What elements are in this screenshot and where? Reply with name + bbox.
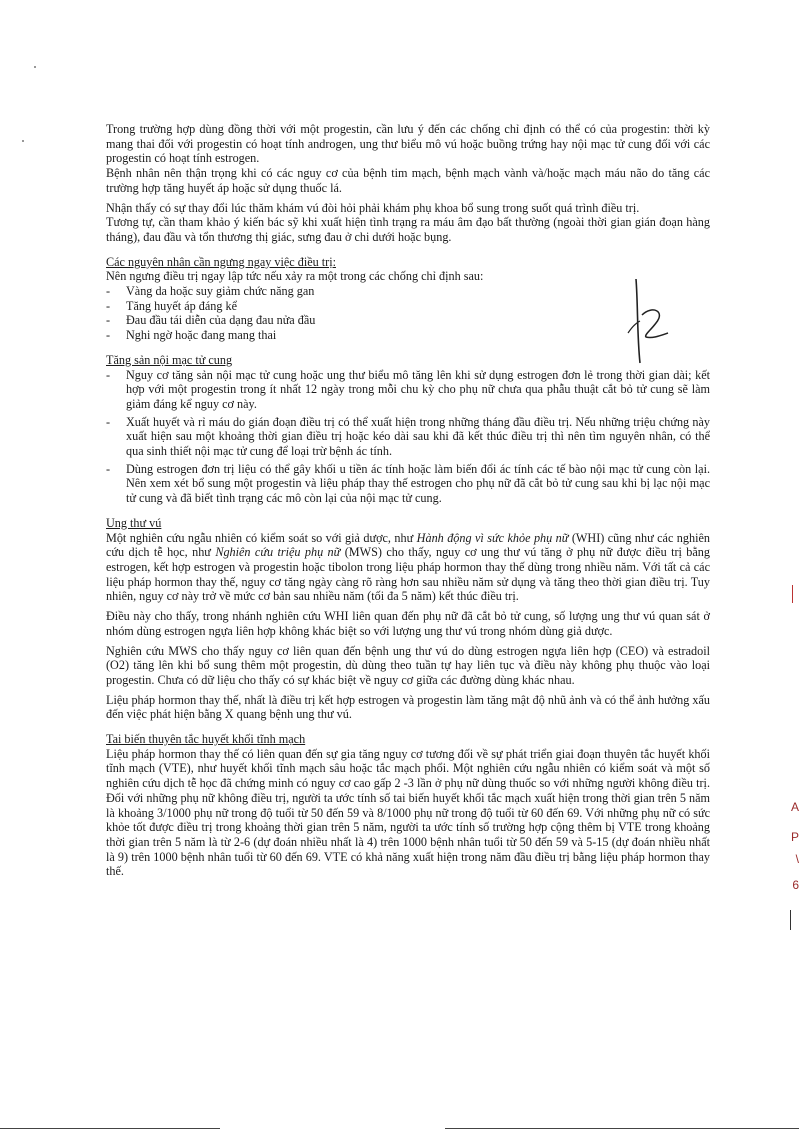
edge-stamp-letter: A (790, 800, 799, 814)
list-item: - Nghi ngờ hoặc đang mang thai (106, 328, 277, 343)
heading-stop-treatment: Các nguyên nhân cần ngưng ngay việc điều trị: (106, 254, 336, 269)
document-body (106, 122, 710, 879)
edge-stamp-line (792, 585, 793, 603)
paragraph-cancer-studies: Một nghiên cứu ngẫu nhiên có kiểm soát so với giả dược, như Hành động vì sức khỏe phụ nữ (WHI) cũng như các nghiên cứu dịch tễ học, như Nghiên cứu triệu phụ nữ (MWS) cho thấy, nguy cơ ung thư vú tăng ở phụ nữ được điều trị bằng estrogen, kết hợp estrogen và progestin hoặc tibolon trong liệu pháp hormon thay thế dùng trong nhiều năm. Với tất cả các liệu pháp hormon thay thế, nguy cơ tăng ngày càng rõ ràng hơn sau nhiều năm sử dụng và tăng theo thời gian điều trị. Tuy nhiên, nguy cơ này trở về mức cơ bản sau nhiều năm (tối đa 5 năm) kết thúc điều trị. (106, 530, 710, 604)
scan-border-line (445, 1128, 799, 1129)
list-item: - Tăng huyết áp đáng kể (106, 298, 238, 313)
heading-vte: Tai biến thuyên tắc huyết khối tĩnh mạch (106, 732, 306, 747)
scan-speck (22, 140, 24, 142)
list-item: - Dùng estrogen đơn trị liệu có thể gây khối u tiền ác tính hoặc làm biến đổi ác tính các tế bào nội mạc tử cung còn lại. Nên xem xét bổ sung một progestin và liệu pháp thay thế estrogen cho phụ nữ đã cắt bỏ tử cung sau khi bị lạc nội mạc tử cung và đã biết tình trạng các mô còn lại của nội mạc tử cung. (106, 461, 710, 506)
paragraph-cardiovascular: Bệnh nhân nên thận trọng khi có các nguy cơ của bệnh tim mạch, bệnh mạch vành và/hoặc mạch máu não do tăng các trường hợp tăng huyết áp hoặc sử dụng thuốc lá. (106, 166, 710, 195)
scan-speck (34, 66, 36, 68)
paragraph-cancer-density: Liệu pháp hormon thay thế, nhất là điều trị kết hợp estrogen và progestin làm tăng mật độ nhũ ảnh và có thể ảnh hưởng xấu đến việc phát hiện bằng X quang bệnh ung thư vú. (106, 692, 710, 722)
edge-stamp-letter: \ (795, 852, 799, 866)
paragraph-progestin: Trong trường hợp dùng đồng thời với một progestin, cần lưu ý đến các chống chỉ định có thể có của progestin: thời kỳ mang thai đối với progestin có hoạt tính androgen, ung thư biểu mô vú hoặc buồng trứng hay nội mạc tử cung đối với các progestin có hoạt tính estrogen. (106, 122, 710, 166)
edge-stamp-letter: P (790, 830, 799, 844)
paragraph-breast-exam: Nhận thấy có sự thay đổi lúc thăm khám vú đòi hỏi phải khám phụ khoa bổ sung trong suốt quá trình điều trị. (106, 200, 640, 215)
paragraph-stop-lead: Nên ngưng điều trị ngay lập tức nếu xảy ra một trong các chống chỉ định sau: (106, 269, 484, 284)
paragraph-vte: Liệu pháp hormon thay thế có liên quan đến sự gia tăng nguy cơ tương đối về sự phát triển giai đoạn thuyên tắc huyết khối tĩnh mạch (VTE), như huyết khối tĩnh mạch sâu hoặc tắc mạch phổi. Một nghiên cứu ngẫu nhiên có kiểm soát và một số nghiên cứu dịch tễ học đã chứng minh có nguy cơ cao gấp 2 -3 lần ở phụ nữ dùng thuốc so với những người không điều trị. Đối với những phụ nữ không điều trị, người ta ước tính số tai biến huyết khối tắc mạch xuất hiện trong thời gian trên 5 năm là khoảng 3/1000 phụ nữ trong độ tuổi từ 50 đến 59 và 8/1000 phụ nữ trong độ tuổi từ 60 đến 69. Với những phụ nữ có sức khỏe tốt được điều trị trong khoảng thời gian trên 5 năm, người ta ước tính số trường hợp cộng thêm bị VTE trong khoảng thời gian trên 5 năm là từ 2-6 (dự đoán nhiều nhất là 4) trên 1000 bệnh nhân tuổi từ 50 đến 59 và 5-15 (dự đoán nhiều nhất là 9) trên 1000 bệnh nhân tuổi từ 60 đến 69. VTE có khả năng xuất hiện trong năm đầu điều trị bằng liệu pháp hormon thay thế. (106, 746, 710, 879)
edge-stamp-line (790, 910, 791, 930)
list-item: - Xuất huyết và rỉ máu do gián đoạn điều trị có thể xuất hiện trong những tháng đầu điều trị. Nếu những triệu chứng này xuất hiện sau một khoảng thời gian điều trị hoặc kéo dài sau khi đã kết thúc điều trị thì nên tìm nguyên nhân, có thể qua sinh thiết nội mạc tử cung để loại trừ bệnh ác tính. (106, 414, 710, 459)
scan-border-line (0, 1128, 220, 1129)
heading-hyperplasia: Tăng sản nội mạc tử cung (106, 352, 233, 367)
list-item: - Nguy cơ tăng sản nội mạc tử cung hoặc ung thư biểu mô tăng lên khi sử dụng estrogen đơn lẻ trong thời gian dài; kết hợp với một progestin trong ít nhất 12 ngày trong mỗi chu kỳ cho phụ nữ chưa qua phẫu thuật cắt bỏ tử cung sẽ làm giảm đáng kể nguy cơ này. (106, 367, 710, 411)
paragraph-cancer-whi: Điều này cho thấy, trong nhánh nghiên cứu WHI liên quan đến phụ nữ đã cắt bỏ tử cung, số lượng ung thư vú quan sát ở nhóm dùng estrogen ngựa liên hợp không khác biệt so với lượng ung thư vú trong nhóm dùng giả dược. (106, 609, 710, 638)
paragraph-cancer-mws: Nghiên cứu MWS cho thấy nguy cơ liên quan đến bệnh ung thư vú do dùng estrogen ngựa liên hợp (CEO) và estradoil (O2) tăng lên khi bổ sung thêm một progestin, dù dùng theo tuần tự hay liên tục và điều này không phụ thuộc vào loại progestin. Chưa có dữ liệu cho thấy có sự khác biệt về nguy cơ giữa các đường dùng khác nhau. (106, 643, 710, 687)
edge-stamp-letter: 6 (792, 878, 799, 892)
list-item: - Đau đầu tái diễn của dạng đau nửa đầu (106, 313, 316, 328)
heading-breast-cancer: Ung thư vú (106, 515, 162, 530)
hyperplasia-list (106, 368, 710, 506)
stop-list (106, 284, 710, 343)
list-item: - Vàng da hoặc suy giảm chức năng gan (106, 284, 315, 299)
paragraph-consult: Tương tự, cần tham khảo ý kiến bác sỹ khi xuất hiện tình trạng ra máu âm đạo bất thường (ngoài thời gian gián đoạn hàng tháng), đau đầu và tổn thương thị giác, sưng đau ở chi dưới hoặc bụng. (106, 215, 710, 244)
